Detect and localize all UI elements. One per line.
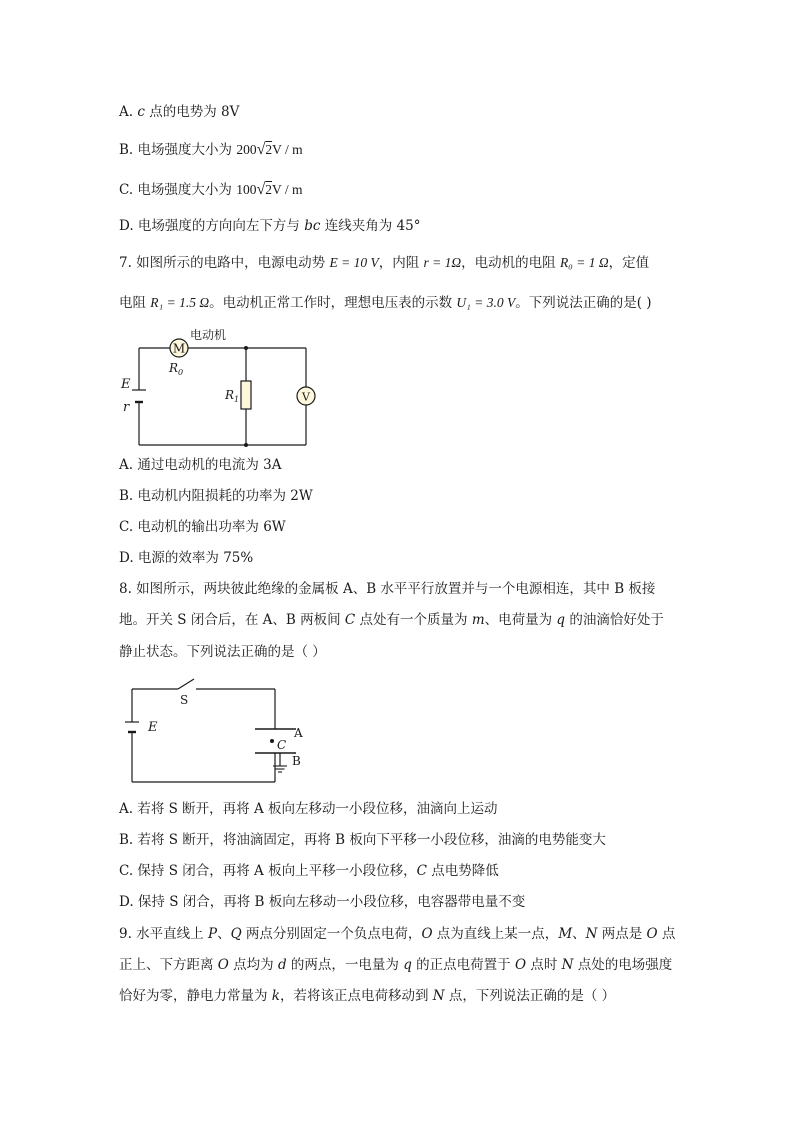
emf-equation: E = 10 V [329, 255, 379, 270]
point-c-label: C [277, 738, 287, 752]
variable-c: C [344, 612, 356, 628]
fixed-resistance-equation: R₁ = 1.5 Ω [150, 295, 210, 310]
q7-option-a: A. 通过电动机的电流为 3A [119, 457, 282, 473]
resistor-r1-label: $R_1$ [225, 388, 240, 404]
motor-resistance-equation: R₀ = 1 Ω [559, 255, 609, 270]
variable-m: M [558, 926, 573, 942]
variable-o: O [646, 926, 658, 942]
option-text: 电场强度大小为 [133, 182, 237, 198]
plate-b-label: B [292, 754, 301, 768]
sqrt-radicand: 2 [265, 142, 273, 157]
q8-option-b: B. 若将 S 断开，将油滴固定，再将 B 板向下平移一小段位移，油滴的电势能变大 [119, 832, 606, 848]
field-value: 200 [236, 142, 257, 157]
oil-drop [270, 739, 274, 743]
variable-m: m [471, 612, 485, 628]
resistor-r1 [241, 381, 251, 409]
variable-n: N [561, 957, 574, 973]
q6-option-a [119, 102, 239, 122]
variable-o: O [421, 926, 433, 942]
field-unit: V / m [272, 142, 303, 157]
option-text: 点的电势为 8V [144, 104, 240, 120]
q6-option-b: B. 电场强度大小为 200√2V / m [119, 141, 303, 158]
q6-option-c: C. 电场强度大小为 100√2V / m [119, 181, 303, 198]
variable-q: Q [230, 926, 242, 942]
q7-option-b: B. 电动机内阻损耗的功率为 2W [119, 488, 313, 504]
q9-stem-line2: 正上、下方距离 O 点均为 d 的两点，一电量为 q 的正点电荷置于 O 点时 N 点处的电场强度 [119, 957, 673, 973]
sqrt-radicand: 2 [265, 182, 273, 197]
plate-a-label: A [294, 726, 303, 740]
option-letter: A. [119, 104, 134, 120]
junction-dot [244, 346, 248, 350]
option-letter: D. [119, 218, 134, 234]
field-value: 100 [236, 182, 257, 197]
variable-q: q [556, 612, 566, 628]
variable-o: O [514, 957, 527, 973]
motor-symbol: M [172, 341, 186, 356]
q9-stem-line3: 恰好为零，静电力常量为 k，若将该正点电荷移动到 N 点，下列说法正确的是（ ） [119, 988, 616, 1004]
emf-label: E [148, 720, 158, 735]
variable-c: c [137, 104, 145, 120]
q8-option-d: D. 保持 S 闭合，再将 B 板向左移动一小段位移，电容器带电量不变 [119, 894, 526, 910]
variable-n: N [585, 926, 598, 942]
variable-n: N [432, 988, 445, 1004]
option-text: 电场强度大小为 [133, 142, 237, 158]
option-letter: B. [119, 142, 134, 158]
switch-label: S [180, 693, 189, 707]
variable-bc: bc [304, 218, 321, 234]
q7-circuit-diagram [112, 322, 322, 450]
q8-capacitor-circuit-diagram [120, 674, 320, 790]
motor-label: 电动机 [190, 328, 227, 342]
variable-d: d [277, 957, 287, 973]
motor-resistance-label: $R_0$ [169, 361, 184, 377]
q8-option-a: A. 若将 S 断开，再将 A 板向左移动一小段位移，油滴向上运动 [119, 801, 498, 817]
q7-stem-line1: 7. 如图所示的电路中，电源电动势 E = 10 V，内阻 r = 1Ω，电动机的电阻 R₀ = 1 Ω，定值 [119, 255, 650, 271]
emf-label: E [121, 377, 131, 392]
voltmeter-symbol: V [302, 390, 310, 404]
internal-resistance-label: r [123, 400, 130, 415]
variable-c: C [416, 863, 427, 879]
q9-stem-line1: 9. 水平直线上 P、Q 两点分别固定一个负点电荷，O 点为直线上某一点，M、N 两点是 O 点 [119, 926, 676, 942]
option-letter: C. [119, 182, 134, 198]
q7-stem-line2: 电阻 R₁ = 1.5 Ω。电动机正常工作时，理想电压表的示数 U₁ = 3.0 V。下列说法正确的是( ) [119, 295, 652, 311]
q7-option-c: C. 电动机的输出功率为 6W [119, 519, 286, 535]
option-text: 连线夹角为 45° [320, 218, 421, 234]
q8-stem-line2: 地。开关 S 闭合后，在 A、B 两板间 C 点处有一个质量为 m、电荷量为 q 的油滴恰好处于 [119, 612, 664, 628]
variable-k: k [271, 988, 280, 1004]
q7-option-d: D. 电源的效率为 75% [119, 550, 254, 566]
variable-p: P [207, 926, 218, 942]
q6-option-d [119, 216, 420, 236]
field-unit: V / m [272, 182, 303, 197]
q8-stem-line3: 静止状态。下列说法正确的是（ ） [119, 644, 326, 660]
variable-o: O [217, 957, 229, 973]
q8-stem-line1: 8. 如图所示，两块彼此绝缘的金属板 A、B 水平平行放置并与一个电源相连，其中 B 板接 [119, 581, 656, 597]
switch-lever [178, 679, 194, 689]
variable-q: q [403, 957, 412, 973]
voltmeter-reading-equation: U₁ = 3.0 V [456, 295, 516, 310]
option-text: 电场强度的方向向左下方与 [133, 218, 305, 234]
q8-option-c: C. 保持 S 闭合，再将 A 板向上平移一小段位移，C 点电势降低 [119, 863, 499, 879]
internal-resistance-equation: r = 1Ω [423, 255, 462, 270]
junction-dot [244, 443, 248, 447]
